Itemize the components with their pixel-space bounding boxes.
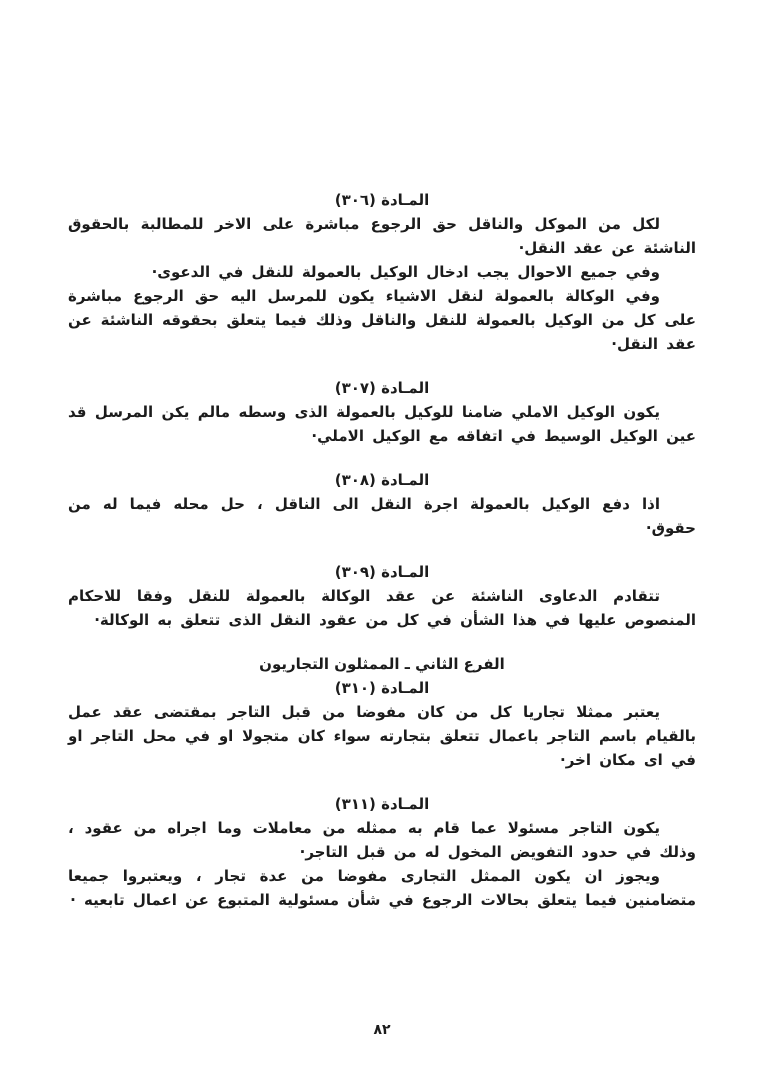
article-paragraph: يكون التاجر مسئولا عما قام به ممثله من معاملات وما اجراه من عقود ، وذلك في حدود التفويض المخول له من قبل التاجر· [68, 819, 696, 861]
article-paragraph: وفي جميع الاحوال يجب ادخال الوكيل بالعمولة للنقل في الدعوى· [151, 263, 660, 281]
article-block [68, 652, 696, 772]
article-paragraph: ويجوز ان يكون الممثل التجارى مفوضا من عدة تجار ، ويعتبروا جميعا متضامنين فيما يتعلق بحالات الرجوع في شأن مسئولية المتبوع عن اعمال تابعيه · [68, 867, 696, 909]
article-block [68, 560, 696, 632]
document-body [68, 188, 696, 912]
article-block [68, 188, 696, 356]
article-paragraph: تتقادم الدعاوى الناشئة عن عقد الوكالة بالعمولة للنقل وفقا للاحكام المنصوص عليها في هذا الشأن في كل من عقود النقل الذى تتعلق به الوكالة· [68, 587, 696, 629]
article-block [68, 468, 696, 540]
article-paragraph: لكل من الموكل والناقل حق الرجوع مباشرة على الاخر للمطالبة بالحقوق الناشئة عن عقد النقل· [68, 215, 696, 257]
article-paragraph: يعتبر ممثلا تجاريا كل من كان مفوضا من قبل التاجر بمقتضى عقد عمل بالقيام باسم التاجر باعمال تتعلق بتجارته سواء كان متجولا او في محل التاجر او في اى مكان اخر· [68, 703, 696, 769]
article-paragraph: وفي الوكالة بالعمولة لنقل الاشياء يكون للمرسل اليه حق الرجوع مباشرة على كل من الوكيل بالعمولة للنقل والناقل وذلك فيما يتعلق بحقوقه الناشئة عن عقد النقل· [68, 287, 696, 353]
article-heading: المـادة (٣٠٧) [334, 379, 430, 397]
article-block [68, 792, 696, 912]
article-paragraph: اذا دفع الوكيل بالعمولة اجرة النقل الى الناقل ، حل محله فيما له من حقوق· [68, 495, 696, 537]
article-heading: المـادة (٣٠٩) [334, 563, 430, 581]
article-heading: المـادة (٣٠٦) [334, 191, 430, 209]
article-paragraph: يكون الوكيل الاملي ضامنا للوكيل بالعمولة الذى وسطه مالم يكن المرسل قد عين الوكيل الوسيط في اتفاقه مع الوكيل الاملي· [68, 403, 696, 445]
article-block [68, 376, 696, 448]
article-heading: المـادة (٣١١) [334, 795, 430, 813]
section-heading: الفرع الثاني ـ الممثلون التجاريون [259, 655, 505, 673]
article-heading: المـادة (٣١٠) [334, 679, 430, 697]
article-heading: المـادة (٣٠٨) [334, 471, 430, 489]
page-number: ٨٢ [373, 1022, 391, 1038]
